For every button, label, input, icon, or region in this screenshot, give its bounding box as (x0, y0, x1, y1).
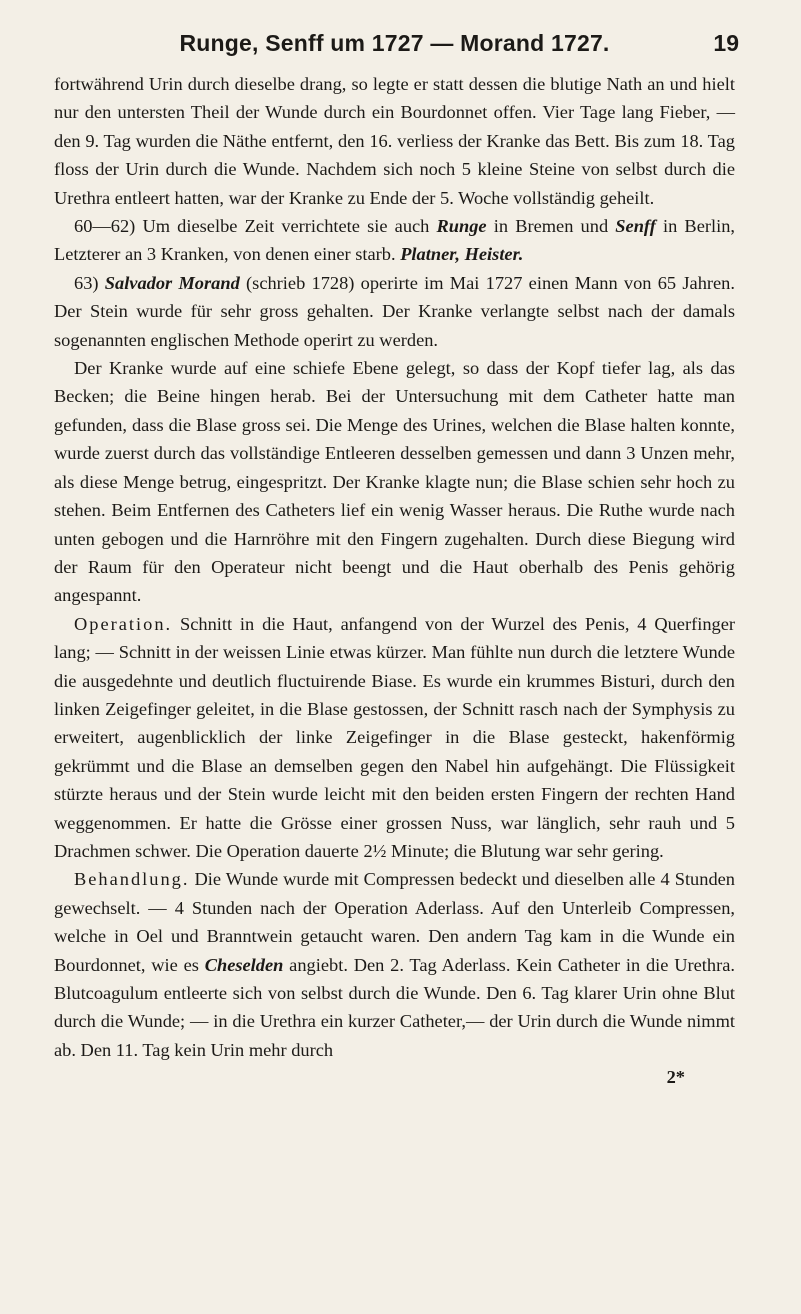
person-name: Salvador Morand (104, 272, 240, 293)
text-span: angiebt. Den 2. Tag Aderlass. Kein Catheter in die Urethra. Blutcoagulum entleerte sich von selbst durch die Wunde. Den 6. Tag klarer Urin ohne Blut durch die Wunde; — in die Urethra ein kurzer Catheter,— der Urin durch die Wunde nimmt ab. Den 11. Tag kein Urin mehr durch (54, 954, 735, 1060)
text-span: Die Wunde wurde mit Compressen bedeckt und dieselben alle 4 Stunden gewechselt. — 4 Stunden nach der Operation Aderlass. Auf den Unterleib Compressen, welche in Oel und Branntwein getaucht waren. Den andern Tag kam in die Wunde ein Bourdonnet, wie es (54, 869, 735, 975)
text-span: Schnitt in die Haut, anfangend von der Wurzel des Penis, 4 Querfinger lang; — Schnitt in der weissen Linie etwas kürzer. Man fühlte nun durch die letztere Wunde die ausgedehnte und deutlich fluctuirende Biase. Es wurde ein krummes Bisturi, durch den linken Zeigefinger geleitet, in die Blase gestossen, der Schnitt rasch nach der Symphysis zu erweitert, augenblicklich der linke Zeigefinger in die Blase gesteckt, hakenförmig gekrümmt und die Blase an demselben gegen den Nabel hin aufgehängt. Die Flüssigkeit stürzte heraus und der Stein wurde leicht mit den beiden ersten Fingern der rechten Hand weggenommen. Er hatte die Grösse einer grossen Nuss, war länglich, sehr rauh und 5 Drachmen schwer. Die Operation dauerte 2½ Minute; die Blutung war sehr gering. (54, 613, 735, 861)
text-span: in Bremen und (486, 216, 616, 237)
person-name: Runge (436, 216, 487, 237)
text-span: (schrieb 1728) operirte im Mai 1727 einen Mann von 65 Jahren. Der Stein wurde für sehr gross gehalten. Der Kranke verlangte selbst nach der damals sogenannten englischen Methode operirt zu werden. (54, 272, 735, 350)
section-lead-treatment: Behandlung. (74, 869, 190, 890)
page-header (54, 30, 739, 70)
paragraph-continuation: fortwährend Urin durch dieselbe drang, so legte er statt dessen die blutige Nath an und hielt nur den untersten Theil der Wunde durch ein Bourdonnet offen. Vier Tage lang Fieber, — den 9. Tag wurden die Näthe entfernt, den 16. verliess der Kranke das Bett. Bis zum 18. Tag floss der Urin durch die Wunde. Nachdem sich noch 5 kleine Steine von selbst durch die Urethra entleert hatten, war der Kranke zu Ende der 5. Woche vollständig geheilt. (54, 74, 735, 208)
text-span: in Berlin, Letzterer an 3 Kranken, von denen einer starb. (54, 216, 735, 265)
text-span: 60—62) Um dieselbe Zeit verrichtete sie auch (74, 216, 437, 237)
paragraph-60-62 (54, 212, 735, 269)
paragraph-patient: Der Kranke wurde auf eine schiefe Ebene gelegt, so dass der Kopf tiefer lag, als das Becken; die Beine hingen herab. Bei der Untersuchung mit dem Catheter hatte man gefunden, dass die Blase gross sei. Die Menge des Urines, welchen die Blase halten konnte, wurde zuerst durch das vollständige Entleeren desselben gemessen und dann 3 Unzen mehr, als diese Menge betrug, eingespritzt. Der Kranke klagte nun; die Blase schien sehr hoch zu stehen. Beim Entfernen des Catheters lief ein wenig Wasser heraus. Die Ruthe wurde nach unten gebogen und die Harnröhre mit den Fingern zugehalten. Durch diese Biegung wird der Raum für den Operateur nicht beengt und die Haut oberhalb des Penis gehörig angespannt. (54, 358, 735, 606)
person-name: Cheselden (204, 954, 284, 975)
running-title: Runge, Senff um 1727 — Morand 1727. (179, 30, 610, 56)
page-number: 19 (713, 30, 739, 56)
paragraph-63 (54, 269, 735, 354)
text-span: 63) (74, 272, 105, 293)
section-lead-operation: Operation. (74, 613, 173, 634)
person-name: Platner, Heister. (400, 244, 524, 265)
person-name: Senff (615, 216, 656, 237)
signature-mark: 2* (666, 1067, 685, 1088)
paragraph-operation (54, 610, 735, 866)
body-text (54, 70, 735, 1064)
paragraph-treatment (54, 865, 735, 1064)
